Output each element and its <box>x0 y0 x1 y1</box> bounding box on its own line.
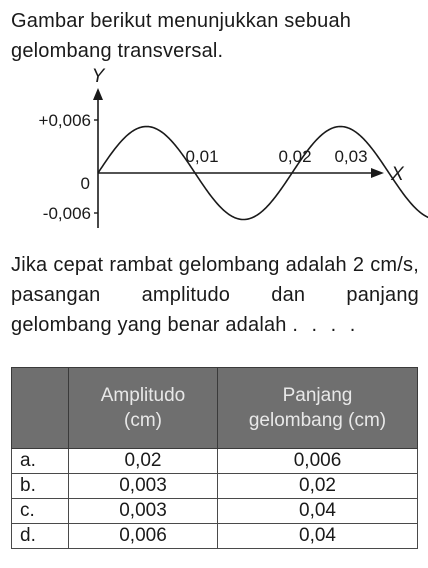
wavelength-cell: 0,04 <box>218 499 418 524</box>
x-tick-label-1: 0,01 <box>185 147 219 166</box>
option-label[interactable]: a. <box>12 449 69 474</box>
wavelength-cell: 0,02 <box>218 474 418 499</box>
y-axis-arrow-icon <box>93 88 103 100</box>
y-tick-label-bottom: -0,006 <box>42 204 91 223</box>
origin-label: 0 <box>80 174 90 193</box>
answer-table <box>11 367 418 549</box>
x-tick-label-3: 0,03 <box>334 147 368 166</box>
option-label[interactable]: b. <box>12 474 69 499</box>
header-wavelength-line2: gelombang (cm) <box>248 410 387 431</box>
question-dots: . . . . <box>292 314 360 336</box>
y-axis-label: Y <box>91 66 105 87</box>
option-label[interactable]: d. <box>12 524 69 549</box>
x-tick-label-2: 0,02 <box>278 147 312 166</box>
wave-figure <box>0 60 428 240</box>
header-wavelength <box>218 368 418 449</box>
intro-text: Gambar berikut menunjukkan sebuah gelombang transversal. <box>11 10 352 62</box>
question-text <box>11 250 419 340</box>
wavelength-cell: 0,006 <box>218 449 418 474</box>
option-label[interactable]: c. <box>12 499 69 524</box>
amplitude-cell: 0,006 <box>69 524 218 549</box>
x-axis-label: X <box>391 164 404 185</box>
header-amplitude-line1: Amplitudo <box>100 385 186 406</box>
table-row[interactable] <box>12 499 418 524</box>
table-header-row <box>12 368 418 449</box>
amplitude-cell: 0,003 <box>69 499 218 524</box>
header-wavelength-line1: Panjang <box>282 385 353 406</box>
question-body: Jika cepat rambat gelombang adalah 2 cm/s, pasangan amplitudo dan panjang gelombang yang benar adalah <box>11 254 419 336</box>
table-row[interactable] <box>12 524 418 549</box>
wave-graph <box>0 60 428 240</box>
amplitude-cell: 0,02 <box>69 449 218 474</box>
y-tick-label-top: +0,006 <box>38 111 91 130</box>
table-row[interactable] <box>12 474 418 499</box>
amplitude-cell: 0,003 <box>69 474 218 499</box>
header-amplitude-line2: (cm) <box>124 410 162 431</box>
table-row[interactable] <box>12 449 418 474</box>
header-amplitude <box>69 368 218 449</box>
wavelength-cell: 0,04 <box>218 524 418 549</box>
header-option <box>12 368 69 449</box>
x-axis-arrow-icon <box>371 168 384 178</box>
